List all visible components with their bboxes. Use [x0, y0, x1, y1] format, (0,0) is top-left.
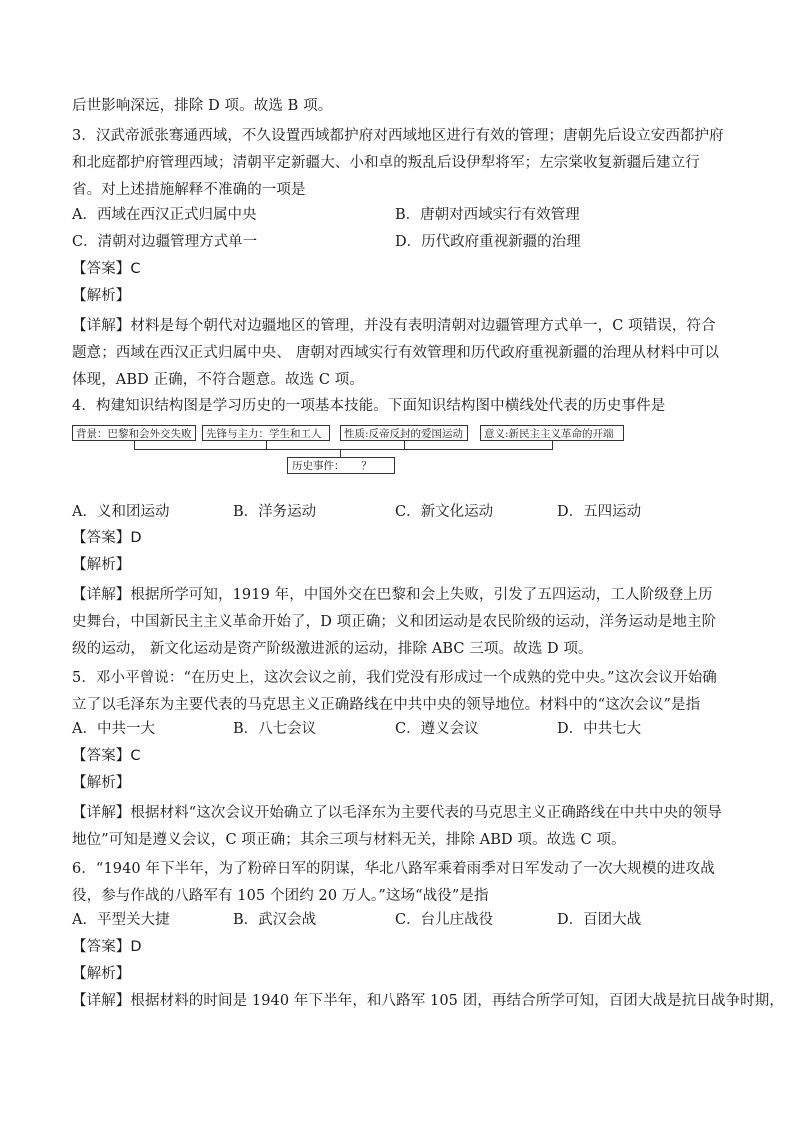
question-5-stem: 5．邓小平曾说：“在历史上，这次会议之前，我们党没有形成过一个成熟的党中央。”这次会议开始确立了以毛泽东为主要代表的马克思主义正确路线在中共中央的领导地位。材料中的“这次会议”是指 — [72, 670, 717, 713]
option-d: D．百团大战 — [557, 912, 642, 928]
option-b: B．唐朝对西域实行有效管理 — [395, 207, 580, 223]
question-4-detail: 【详解】根据所学可知，1919 年，中国外交在巴黎和会上失败，引发了五四运动，工人阶级登上历史舞台，中国新民主主义革命开始了，D 项正确；义和团运动是农民阶级的运动，洋务运动是地主阶级的运动， 新文化运动是资产阶级激进派的运动，排除 ABC 三项。故选 D 项。 — [72, 587, 717, 657]
answer-label: 【答案】C — [72, 261, 141, 277]
option-d: D．中共七大 — [557, 721, 642, 737]
question-4-options — [72, 502, 732, 522]
connector-line — [134, 449, 553, 450]
connector-line — [266, 441, 267, 449]
analysis-label: 【解析】 — [72, 966, 131, 982]
option-d: D．五四运动 — [557, 504, 642, 520]
option-c: C．新文化运动 — [395, 504, 494, 520]
diagram-box-background: 背景：巴黎和会外交失败 — [72, 425, 196, 441]
question-4-stem: 4．构建知识结构图是学习历史的一项基本技能。下面知识结构图中横线处代表的历史事件是 — [72, 398, 666, 414]
diagram-box-event — [287, 457, 395, 474]
diagram-box-significance: 意义:新民主主义革命的开端 — [480, 425, 624, 441]
option-a: A．义和团运动 — [72, 504, 170, 520]
option-c: C．遵义会议 — [395, 721, 479, 737]
question-3-stem: 3．汉武帝派张骞通西域，不久设置西域都护府对西域地区进行有效的管理；唐朝先后设立安西都护府和北庭都护府管理西域；清朝平定新疆大、小和卓的叛乱后设伊犁将军；左宗棠收复新疆后建立行省。对上述措施解释不准确的一项是 — [72, 128, 724, 198]
question-6-detail: 【详解】根据材料的时间是 1940 年下半年，和八路军 105 团，再结合所学可知，百团大战是抗日战争时期， — [72, 993, 784, 1009]
answer-label: 【答案】C — [72, 748, 141, 764]
option-a: A．平型关大捷 — [72, 912, 170, 928]
option-b: B．八七会议 — [233, 721, 317, 737]
answer-label: 【答案】D — [72, 939, 142, 955]
question-6-options — [72, 910, 732, 930]
diagram-box-vanguard: 先锋与主力：学生和工人 — [202, 425, 330, 441]
diagram-box-nature: 性质:反帝反封的爱国运动 — [340, 425, 468, 441]
analysis-label: 【解析】 — [72, 288, 131, 304]
connector-line — [134, 441, 135, 449]
option-a: A．中共一大 — [72, 721, 155, 737]
question-5-options — [72, 719, 732, 739]
question-5-detail: 【详解】根据材料“这次会议开始确立了以毛泽东为主要代表的马克思主义正确路线在中共中央的领导地位”可知是遵义会议，C 项正确；其余三项与材料无关，排除 ABD 项。故选 C 项。 — [72, 805, 722, 848]
question-3-detail: 【详解】材料是每个朝代对边疆地区的管理，并没有表明清朝对边疆管理方式单一，C 项错误，符合题意；西域在西汉正式归属中央、 唐朝对西域实行有效管理和历代政府重视新疆的治理从材料中可以体现，ABD 正确，不符合题意。故选 C 项。 — [72, 318, 720, 388]
question-3-options — [72, 205, 732, 225]
option-d: D．历代政府重视新疆的治理 — [395, 234, 581, 250]
option-c: C．清朝对边疆管理方式单一 — [72, 234, 258, 250]
question-6-stem: 6．“1940 年下半年，为了粉碎日军的阴谋，华北八路军乘着雨季对日军发动了一次大规模的进攻战役，参与作战的八路军有 105 个团约 20 万人。”这场“战役”是指 — [72, 861, 715, 904]
option-a: A．西域在西汉正式归属中央 — [72, 207, 257, 223]
option-b: B．洋务运动 — [233, 504, 317, 520]
connector-line — [404, 441, 405, 449]
text-line: 后世影响深远，排除 D 项。故选 B 项。 — [72, 98, 333, 114]
knowledge-structure-diagram — [72, 425, 624, 475]
question-3-options — [72, 232, 732, 252]
connector-line — [552, 441, 553, 449]
analysis-label: 【解析】 — [72, 775, 131, 791]
connector-line — [340, 449, 341, 457]
event-label: 历史事件： — [292, 460, 345, 472]
analysis-label: 【解析】 — [72, 557, 131, 573]
event-blank: ？ — [345, 460, 389, 474]
answer-label: 【答案】D — [72, 530, 142, 546]
option-c: C．台儿庄战役 — [395, 912, 494, 928]
option-b: B．武汉会战 — [233, 912, 317, 928]
